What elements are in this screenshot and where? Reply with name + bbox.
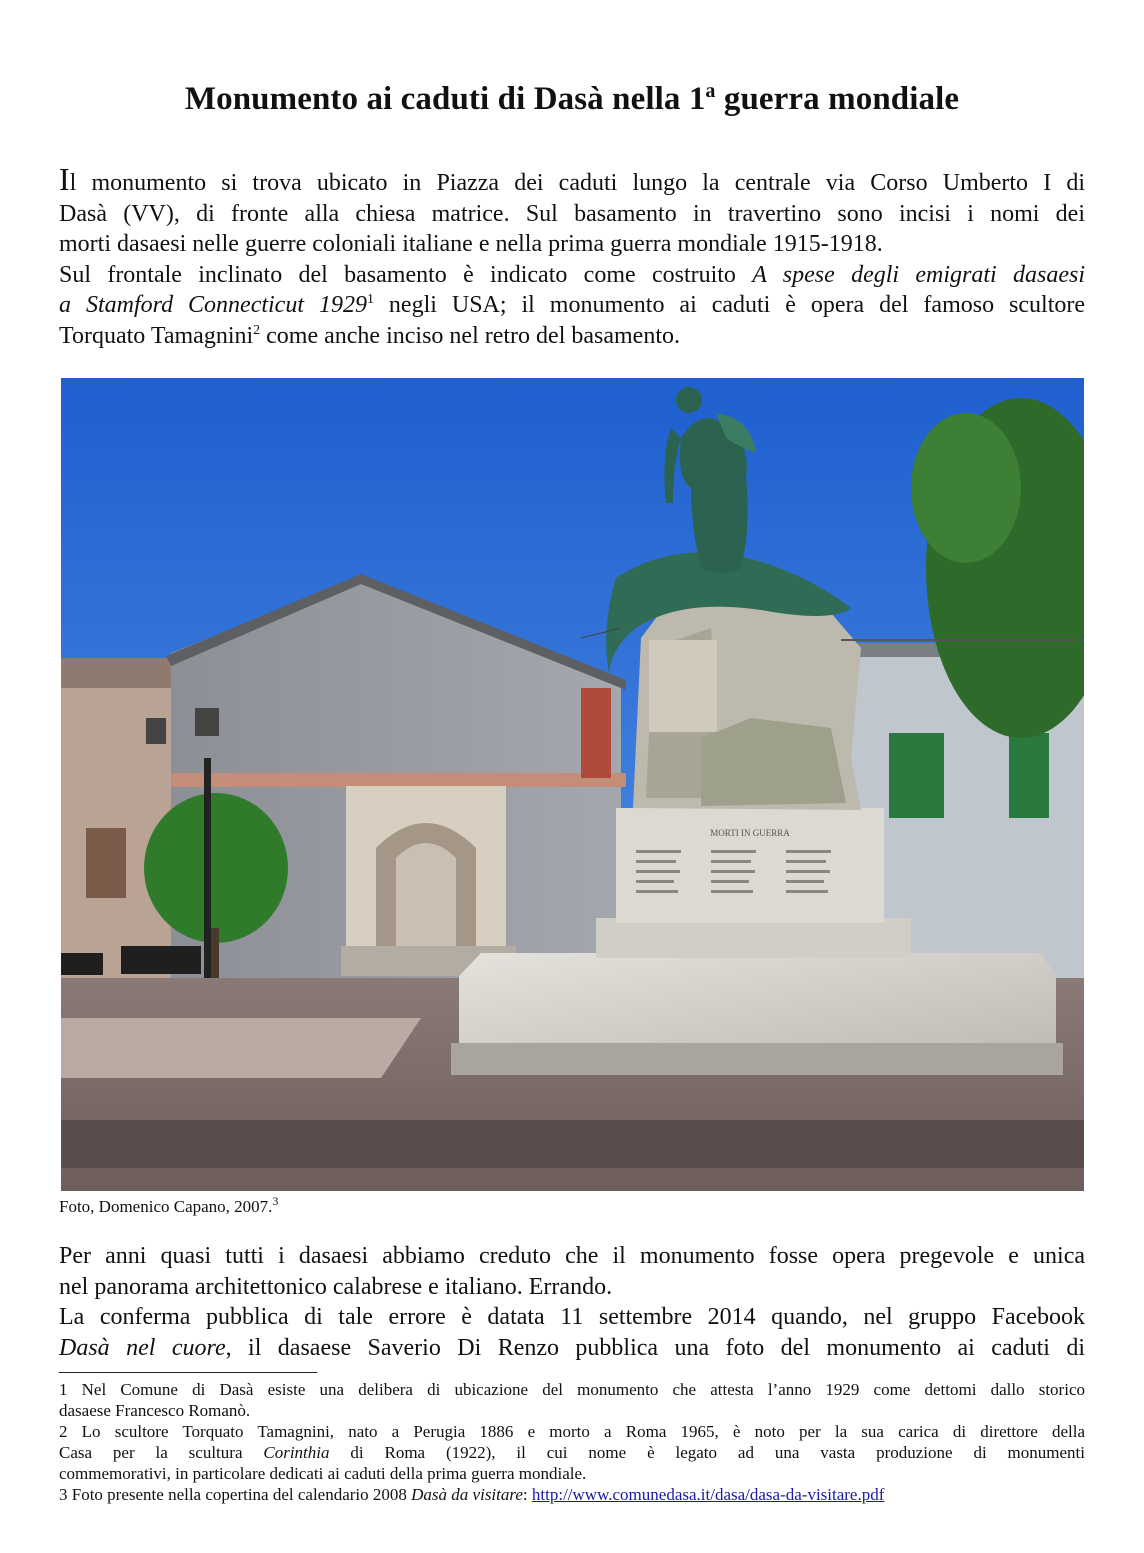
monument-photo (61, 378, 1084, 1191)
footnote-separator (59, 1372, 317, 1373)
photo-caption: Foto, Domenico Capano, 2007.$^3$ (59, 1194, 279, 1216)
calendar-pdf-link[interactable]: http://www.comunedasa.it/dasa/dasa-da-visitare.pdf (531, 1485, 885, 1504)
footnote-ref-1: 1 (366, 292, 374, 307)
footnote-2: 2 Lo scultore Torquato Tamagnini, nato a Perugia 1886 e morto a Roma 1965, è noto per la sua carica di direttore della (59, 1422, 1085, 1441)
footnote-1: 1 Nel Comune di Dasà esiste una delibera di ubicazione del monumento che attesta l’anno 1929 come dettomi dallo storico (59, 1380, 1085, 1399)
footnote-ref-3: 3 (272, 1194, 279, 1208)
inscription-text: MORTI IN GUERRA (710, 828, 790, 838)
footnotes: 1 Nel Comune di Dasà esiste una delibera di ubicazione del monumento che attesta l’anno 1929 come dettomi dallo storico dasaese Francesco Romanò. 2 Lo scultore Torquato Tamagnini, nato a Perugia 1886 e morto a Roma 1965, è noto per la sua carica di direttore della Casa per la scultura Corinthia di Roma (1922), il cui nome è legato ad una vasta produzione di monumenti commemorativi, in particolare dedicati ai caduti della prima guerra mondiale. 3 Foto presente nella copertina del calendario 2008 Dasà da visitare: http://www.comunedasa.it/dasa/dasa-da-visitare.pdf (59, 1380, 1085, 1504)
footnote-ref-2: 2 (253, 322, 261, 338)
page-title: Monumento ai caduti di Dasà nella 1$^a$ guerra mondiale (184, 80, 960, 117)
drop-cap: I (59, 161, 70, 197)
intro-paragraph: Il monumento si trova ubicato in Piazza dei caduti lungo la centrale via Corso Umberto I di Dasà (VV), di fronte alla chiesa matrice. Sul basamento in travertino sono incisi i nomi dei morti dasaesi nelle guerre coloniali italiane e nella prima guerra mondiale 1915-1918. Sul frontale inclinato del basamento è indicato come costruito A spese degli emigrati dasaesi a Stamford Connecticut 1929$^1$ negli USA; il monumento ai caduti è opera del famoso scultore Torquato Tamagnini$^2$ come anche inciso nel retro del basamento. (59, 161, 1086, 349)
body-paragraph: Per anni quasi tutti i dasaesi abbiamo creduto che il monumento fosse opera pregevole e unica nel panorama architettonico calabrese e italiano. Errando. La conferma pubblica di tale errore è datata 11 settembre 2014 quando, nel gruppo Facebook Dasà nel cuore, il dasaese Saverio Di Renzo pubblica una foto del monumento ai caduti di (59, 1243, 1085, 1361)
footnote-3: 3 Foto presente nella copertina del calendario 2008 Dasà da visitare: http://www.comunedasa.it/dasa/dasa-da-visitare.pdf (59, 1485, 885, 1504)
